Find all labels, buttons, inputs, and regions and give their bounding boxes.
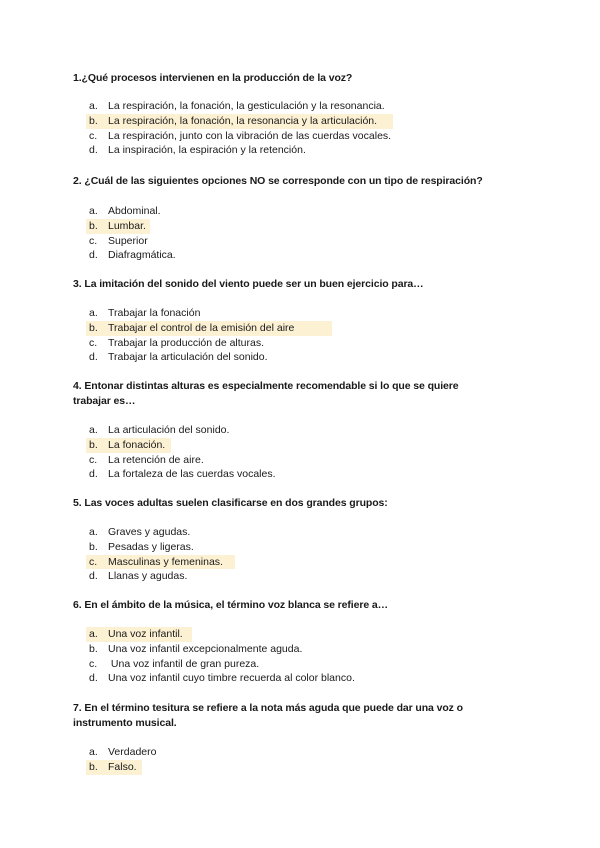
option-d[interactable]: d. La fortaleza de las cuerdas vocales. bbox=[89, 468, 276, 481]
option-d[interactable]: d. Llanas y agudas. bbox=[89, 570, 188, 583]
option-a[interactable]: a. Verdadero bbox=[89, 746, 157, 758]
question-title-line-1: 7. En el término tesitura se refiere a la nota más aguda que puede dar una voz o bbox=[73, 702, 463, 714]
question-4 bbox=[73, 379, 533, 482]
question-5 bbox=[73, 496, 533, 584]
option-d[interactable]: d. Una voz infantil cuyo timbre recuerda al color blanco. bbox=[89, 672, 355, 685]
options-list bbox=[73, 204, 533, 263]
option-b-correct[interactable]: b. La fonación. bbox=[73, 438, 533, 453]
option-c[interactable]: c. La retención de aire. bbox=[89, 453, 204, 466]
question-title-line-2: trabajar es… bbox=[73, 395, 136, 407]
question-1 bbox=[73, 71, 533, 158]
question-3 bbox=[73, 277, 533, 365]
question-title: 1.¿Qué procesos intervienen en la producción de la voz? bbox=[73, 72, 353, 84]
option-b-correct[interactable]: b. Trabajar el control de la emisión del aire bbox=[73, 321, 533, 336]
question-title-line-1: 4. Entonar distintas alturas es especialmente recomendable si lo que se quiere bbox=[73, 380, 459, 392]
option-c-correct[interactable]: c. Masculinas y femeninas. bbox=[73, 555, 533, 570]
option-a-correct[interactable]: a. Una voz infantil. bbox=[73, 627, 533, 642]
option-c[interactable]: c. Una voz infantil de gran pureza. bbox=[89, 657, 260, 670]
options-list bbox=[73, 525, 533, 584]
option-c[interactable]: c. Superior bbox=[89, 234, 148, 247]
question-title: 5. Las voces adultas suelen clasificarse en dos grandes grupos: bbox=[73, 497, 388, 509]
option-d[interactable]: d. Diafragmática. bbox=[89, 249, 176, 262]
option-b-correct[interactable]: b. Lumbar. bbox=[73, 219, 533, 234]
options-list bbox=[73, 745, 533, 775]
option-a[interactable]: a. La articulación del sonido. bbox=[89, 424, 230, 436]
option-b-correct[interactable]: b. La respiración, la fonación, la resonancia y la articulación. bbox=[73, 114, 533, 129]
option-c[interactable]: c. La respiración, junto con la vibración de las cuerdas vocales. bbox=[89, 129, 392, 142]
option-d[interactable]: d. Trabajar la articulación del sonido. bbox=[89, 351, 268, 364]
option-d[interactable]: d. La inspiración, la espiración y la retención. bbox=[89, 144, 306, 157]
options-list bbox=[73, 627, 533, 686]
option-c[interactable]: c. Trabajar la producción de alturas. bbox=[89, 336, 265, 349]
question-title: 3. La imitación del sonido del viento puede ser un buen ejercicio para… bbox=[73, 278, 424, 290]
option-b[interactable]: b. Pesadas y ligeras. bbox=[89, 540, 194, 553]
option-b-correct[interactable]: b. Falso. bbox=[73, 760, 533, 775]
question-title: 2. ¿Cuál de las siguientes opciones NO se corresponde con un tipo de respiración? bbox=[73, 175, 483, 187]
question-2 bbox=[73, 174, 533, 263]
options-list bbox=[73, 306, 533, 365]
option-a[interactable]: a. Abdominal. bbox=[89, 205, 161, 217]
question-6 bbox=[73, 598, 533, 686]
question-title: 6. En el ámbito de la música, el término voz blanca se refiere a… bbox=[73, 599, 389, 611]
question-7 bbox=[73, 701, 533, 775]
question-title-line-2: instrumento musical. bbox=[73, 717, 177, 729]
option-a[interactable]: a. Graves y agudas. bbox=[89, 526, 191, 538]
options-list bbox=[73, 423, 533, 482]
option-a[interactable]: a. Trabajar la fonación bbox=[89, 307, 201, 319]
option-b[interactable]: b. Una voz infantil excepcionalmente aguda. bbox=[89, 642, 303, 655]
option-a[interactable]: a. La respiración, la fonación, la gesticulación y la resonancia. bbox=[89, 100, 385, 112]
options-list bbox=[73, 99, 533, 158]
